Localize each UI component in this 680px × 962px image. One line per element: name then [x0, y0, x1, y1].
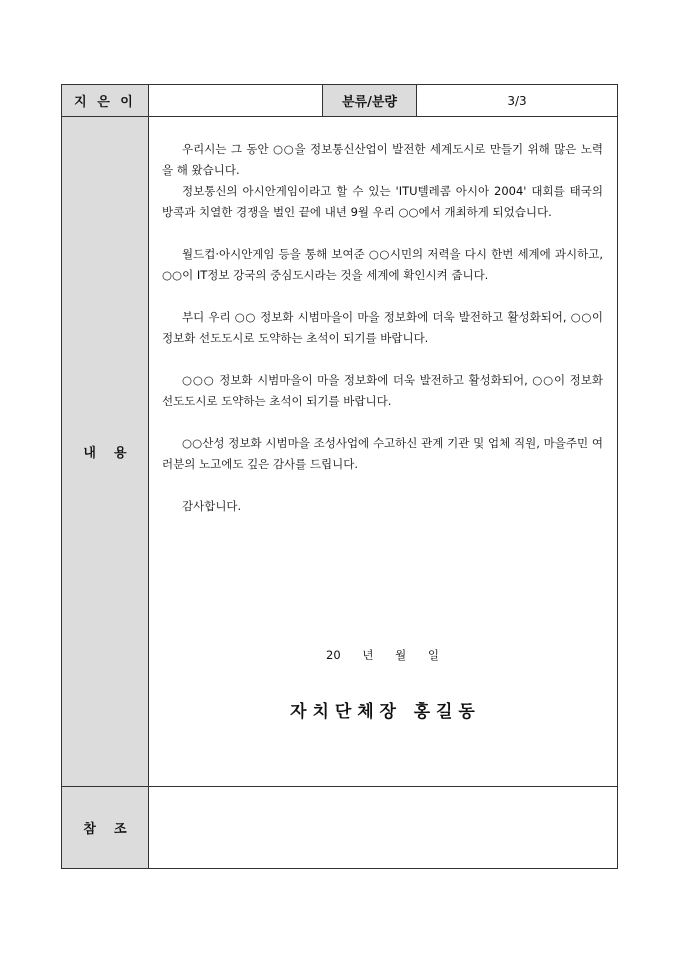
paragraph-4: 부디 우리 ○○ 정보화 시범마을이 마을 정보화에 더욱 발전하고 활성화되어, ○○이 정보화 선도도시로 도약하는 초석이 되기를 바랍니다.: [162, 310, 603, 345]
author-label: 지 은 이: [62, 85, 149, 117]
paragraph-6: ○○산성 정보화 시범마을 조성사업에 수고하신 관계 기관 및 업체 직원, 마을주민 여러분의 노고에도 깊은 감사를 드립니다.: [162, 436, 603, 471]
paragraph-7: 감사합니다.: [182, 499, 242, 513]
document-form: [61, 84, 618, 869]
reference-label: 참 조: [62, 787, 149, 869]
paragraph-2: 정보통신의 아시안게임이라고 할 수 있는 'ITU텔레콤 아시아 2004' 대회를 태국의 방콕과 치열한 경쟁을 벌인 끝에 내년 9월 우리 ○○에서 개최하게 되었습니다.: [162, 184, 603, 219]
paragraph-5: ○○○ 정보화 시범마을이 마을 정보화에 더욱 발전하고 활성화되어, ○○이 정보화 선도도시로 도약하는 초석이 되기를 바랍니다.: [162, 373, 603, 408]
paragraph-1: 우리시는 그 동안 ○○을 정보통신산업이 발전한 세계도시로 만들기 위해 많은 노력을 해 왔습니다.: [162, 142, 603, 177]
reference-value: [149, 787, 618, 869]
category-value: 3/3: [417, 85, 618, 117]
category-label: 분류/분량: [323, 85, 417, 117]
date-line: 20 년 월 일: [326, 648, 439, 662]
content-body: [149, 117, 618, 787]
content-label: 내 용: [62, 117, 149, 787]
paragraph-3: 월드컵·아시안게임 등을 통해 보여준 ○○시민의 저력을 다시 한번 세계에 과시하고, ○○이 IT정보 강국의 중심도시라는 것을 세계에 확인시켜 줍니다.: [162, 247, 603, 282]
signature: 자 치 단 체 장 홍 길 동: [290, 702, 475, 722]
author-value: [149, 85, 323, 117]
